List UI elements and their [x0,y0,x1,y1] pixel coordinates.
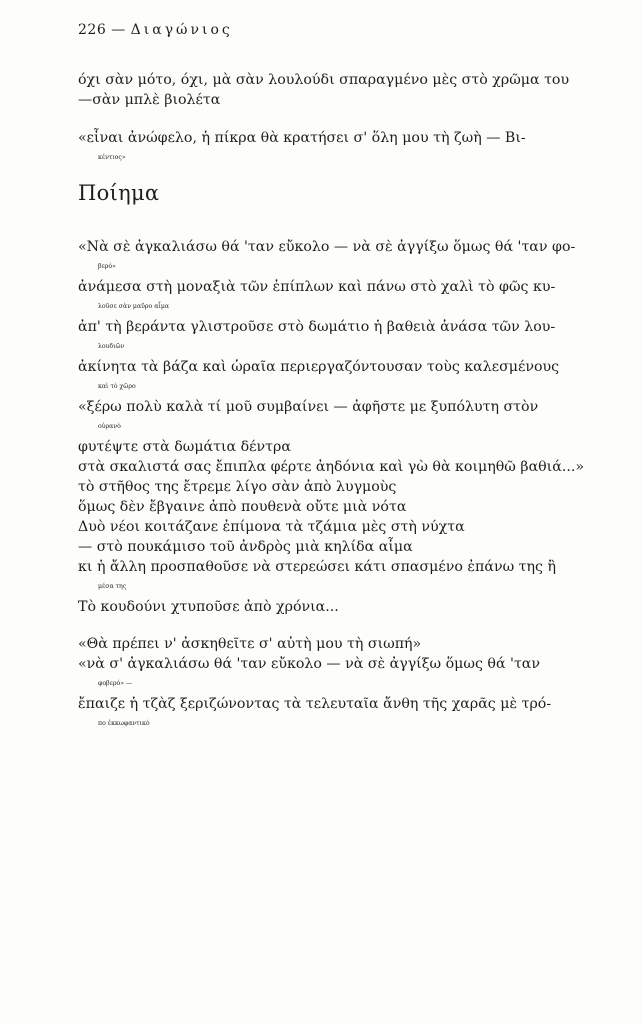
verse-line: — στὸ πουκάμισο τοῦ ἀνδρὸς μιὰ κηλίδα αἷμα [78,539,413,555]
page-number: 226 [78,22,107,38]
verse-line: ὅμως δὲν ἔβγαινε ἀπὸ πουθενὰ οὔτε μιὰ νότα [78,499,407,515]
verse-line: κι ἡ ἄλλη προσπαθοῦσε νὰ στερεώσει κάτι σπασμένο ἐπάνω της ἢ [78,559,556,575]
verse-line-continuation: φοβερό» — [98,680,133,687]
verse-line: τὸ στῆθος της ἔτρεμε λίγο σὰν ἀπὸ λυγμοὺς [78,479,397,495]
verse-line-continuation: μέσα της [98,583,127,590]
poem-body [78,237,608,617]
verse-line: ἀνάμεσα στὴ μοναξιὰ τῶν ἐπίπλων καὶ πάνω στὸ χαλὶ τὸ φῶς κυ- [78,279,556,295]
closing-verse [78,634,608,734]
verse-line: «Νὰ σὲ ἀγκαλιάσω θά 'ταν εὔκολο — νὰ σὲ ἀγγίξω ὅμως θά 'ταν φο- [78,239,576,255]
verse-line-continuation: πο ἐκκωφαντικὸ [98,720,150,727]
verse-line: —σὰν μπλὲ βιολέτα [78,92,221,108]
verse-line: «Θὰ πρέπει ν' ἀσκηθεῖτε σ' αὐτὴ μου τὴ σιωπή» [78,636,422,652]
header-dash: — [111,22,126,38]
verse-line-continuation: οὐρανὸ [98,423,121,430]
verse-line: ἀπ' τὴ βεράντα γλιστροῦσε στὸ δωμάτιο ἡ βαθειὰ ἀνάσα τῶν λου- [78,319,556,335]
verse-line: Δυὸ νέοι κοιτάζανε ἐπίμονα τὰ τζάμια μὲς στὴ νύχτα [78,519,465,535]
intro-verse [78,70,608,110]
verse-line: Τὸ κουδούνι χτυποῦσε ἀπὸ χρόνια... [78,599,339,615]
verse-line: «ξέρω πολὺ καλὰ τί μοῦ συμβαίνει — ἀφῆστε με ξυπόλυτη στὸν [78,399,539,415]
verse-line: «εἶναι ἀνώφελο, ἡ πίκρα θὰ κρατήσει σ' ὅλη μου τὴ ζωὴ — Βι- [78,130,526,146]
verse-line: «νὰ σ' ἀγκαλιάσω θά 'ταν εὔκολο — νὰ σὲ ἀγγίξω ὅμως θά 'ταν [78,656,541,672]
verse-line-continuation: βερό» [98,263,116,270]
verse-line-continuation: καὶ τὸ χῶρο [98,383,136,390]
running-header [78,22,233,38]
verse-line-continuation: λοῦσε σὰν μαῦρο αἷμα [98,303,170,310]
verse-line: ἔπαιζε ἡ τζὰζ ξεριζώνοντας τὰ τελευταῖα ἄνθη τῆς χαρᾶς μὲ τρό- [78,696,552,712]
poem-title: Ποίημα [78,181,160,205]
verse-line-continuation: λουδιῶν [98,343,125,350]
verse-line: όχι σὰν μότο, όχι, μὰ σὰν λουλούδι σπαραγμένο μὲς στὸ χρῶμα του [78,72,570,88]
verse-line: στὰ σκαλιστά σας ἔπιπλα φέρτε ἀηδόνια καὶ γὼ θὰ κοιμηθῶ βαθιά...» [78,459,585,475]
running-title: Διαγώνιος [130,22,233,38]
quote-verse [78,128,608,168]
verse-line: ἀκίνητα τὰ βάζα καὶ ὡραῖα περιεργαζόντουσαν τοὺς καλεσμένους [78,359,560,375]
verse-line-continuation: κέντιος» [98,154,126,161]
verse-line: φυτέψτε στὰ δωμάτια δέντρα [78,439,291,455]
